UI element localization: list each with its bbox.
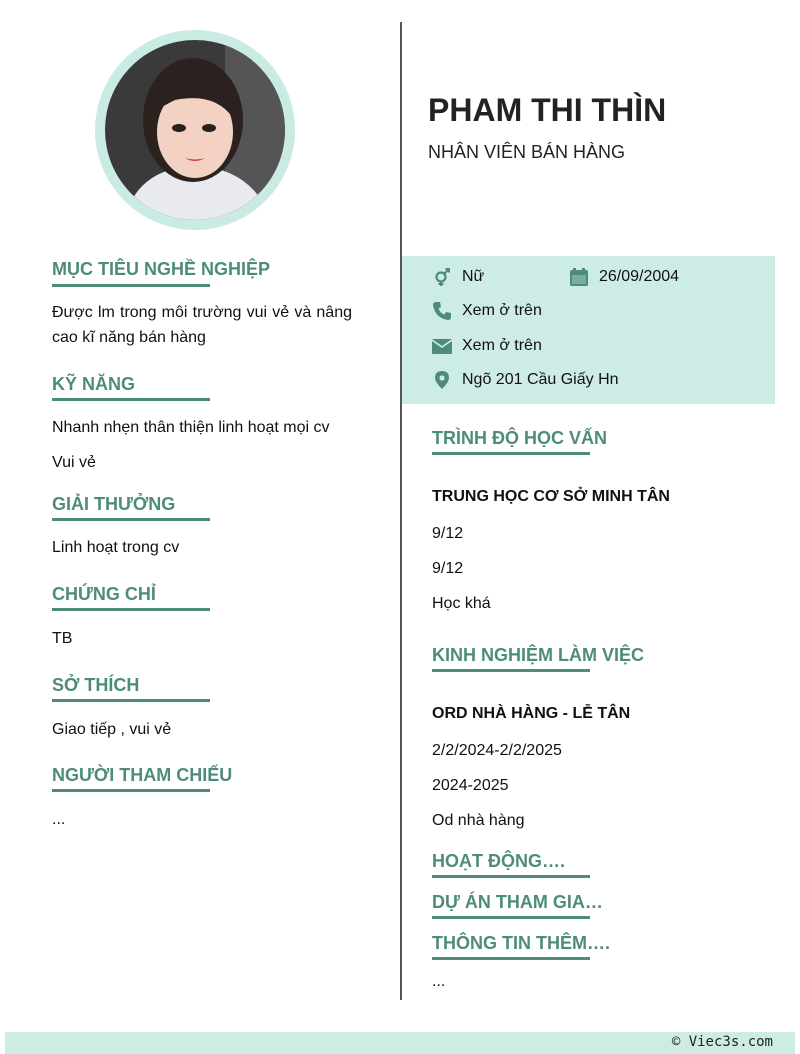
objective-text: Được lm trong môi trường vui vẻ và nâng cao kĩ năng bán hàng — [52, 304, 352, 346]
more-info-title: THÔNG TIN THÊM…. — [432, 933, 610, 953]
education-start: 9/12 — [432, 525, 464, 542]
candidate-name: PHAM THI THÌN — [428, 92, 667, 128]
location-pin-icon — [432, 370, 452, 390]
birthdate-value: 26/09/2004 — [599, 268, 680, 285]
gender-icon — [432, 267, 452, 287]
skills-title: KỸ NĂNG — [52, 374, 136, 394]
experience-years: 2024-2025 — [432, 777, 509, 794]
activities-underline — [432, 875, 590, 878]
column-divider — [400, 22, 402, 1000]
contact-gender — [432, 267, 484, 287]
hobbies-text: Giao tiếp , vui vẻ — [52, 721, 172, 738]
candidate-role: NHÂN VIÊN BÁN HÀNG — [428, 142, 626, 162]
experience-note: Od nhà hàng — [432, 812, 525, 829]
company-name: ORD NHÀ HÀNG - LỄ TÂN — [432, 705, 631, 722]
footer-brand: © Viec3s.com — [671, 1034, 773, 1050]
school-name: TRUNG HỌC CƠ SỞ MINH TÂN — [432, 488, 670, 505]
experience-title: KINH NGHIỆM LÀM VIỆC — [432, 645, 645, 665]
education-note: Học khá — [432, 595, 491, 612]
skill-item: Nhanh nhẹn thân thiện linh hoạt mọi cv — [52, 419, 330, 436]
awards-underline — [52, 518, 210, 521]
references-text: ... — [52, 811, 66, 828]
education-underline — [432, 452, 590, 455]
contact-address — [432, 370, 619, 390]
awards-text: Linh hoạt trong cv — [52, 539, 180, 556]
certificates-underline — [52, 608, 210, 611]
email-value: Xem ở trên — [462, 337, 542, 354]
contact-phone — [432, 301, 542, 321]
references-title: NGƯỜI THAM CHIẾU — [52, 765, 233, 785]
contact-birthdate — [569, 267, 679, 287]
education-end: 9/12 — [432, 560, 464, 577]
certificates-text: TB — [52, 630, 73, 647]
hobbies-title: SỞ THÍCH — [52, 675, 140, 695]
education-title: TRÌNH ĐỘ HỌC VẤN — [432, 428, 607, 448]
awards-title: GIẢI THƯỞNG — [52, 494, 176, 514]
address-value: Ngõ 201 Cầu Giấy Hn — [462, 371, 619, 388]
more-info-underline — [432, 957, 590, 960]
calendar-icon — [569, 267, 589, 287]
phone-icon — [432, 301, 452, 321]
contact-panel — [402, 256, 775, 404]
contact-email — [432, 336, 542, 356]
more-info-text: ... — [432, 973, 446, 990]
email-icon — [432, 336, 452, 356]
avatar-frame — [95, 30, 295, 230]
objective-title: MỤC TIÊU NGHỀ NGHIỆP — [52, 259, 271, 279]
projects-underline — [432, 916, 590, 919]
projects-title: DỰ ÁN THAM GIA… — [432, 892, 603, 912]
activities-title: HOẠT ĐỘNG…. — [432, 851, 565, 871]
skills-underline — [52, 398, 210, 401]
avatar — [105, 40, 285, 220]
certificates-title: CHỨNG CHỈ — [52, 584, 156, 604]
references-underline — [52, 789, 210, 792]
gender-value: Nữ — [462, 268, 485, 285]
objective-underline — [52, 284, 210, 287]
footer-bar — [5, 1032, 795, 1054]
experience-underline — [432, 669, 590, 672]
experience-dates: 2/2/2024-2/2/2025 — [432, 742, 562, 759]
skill-item: Vui vẻ — [52, 454, 96, 471]
phone-value: Xem ở trên — [462, 302, 542, 319]
hobbies-underline — [52, 699, 210, 702]
